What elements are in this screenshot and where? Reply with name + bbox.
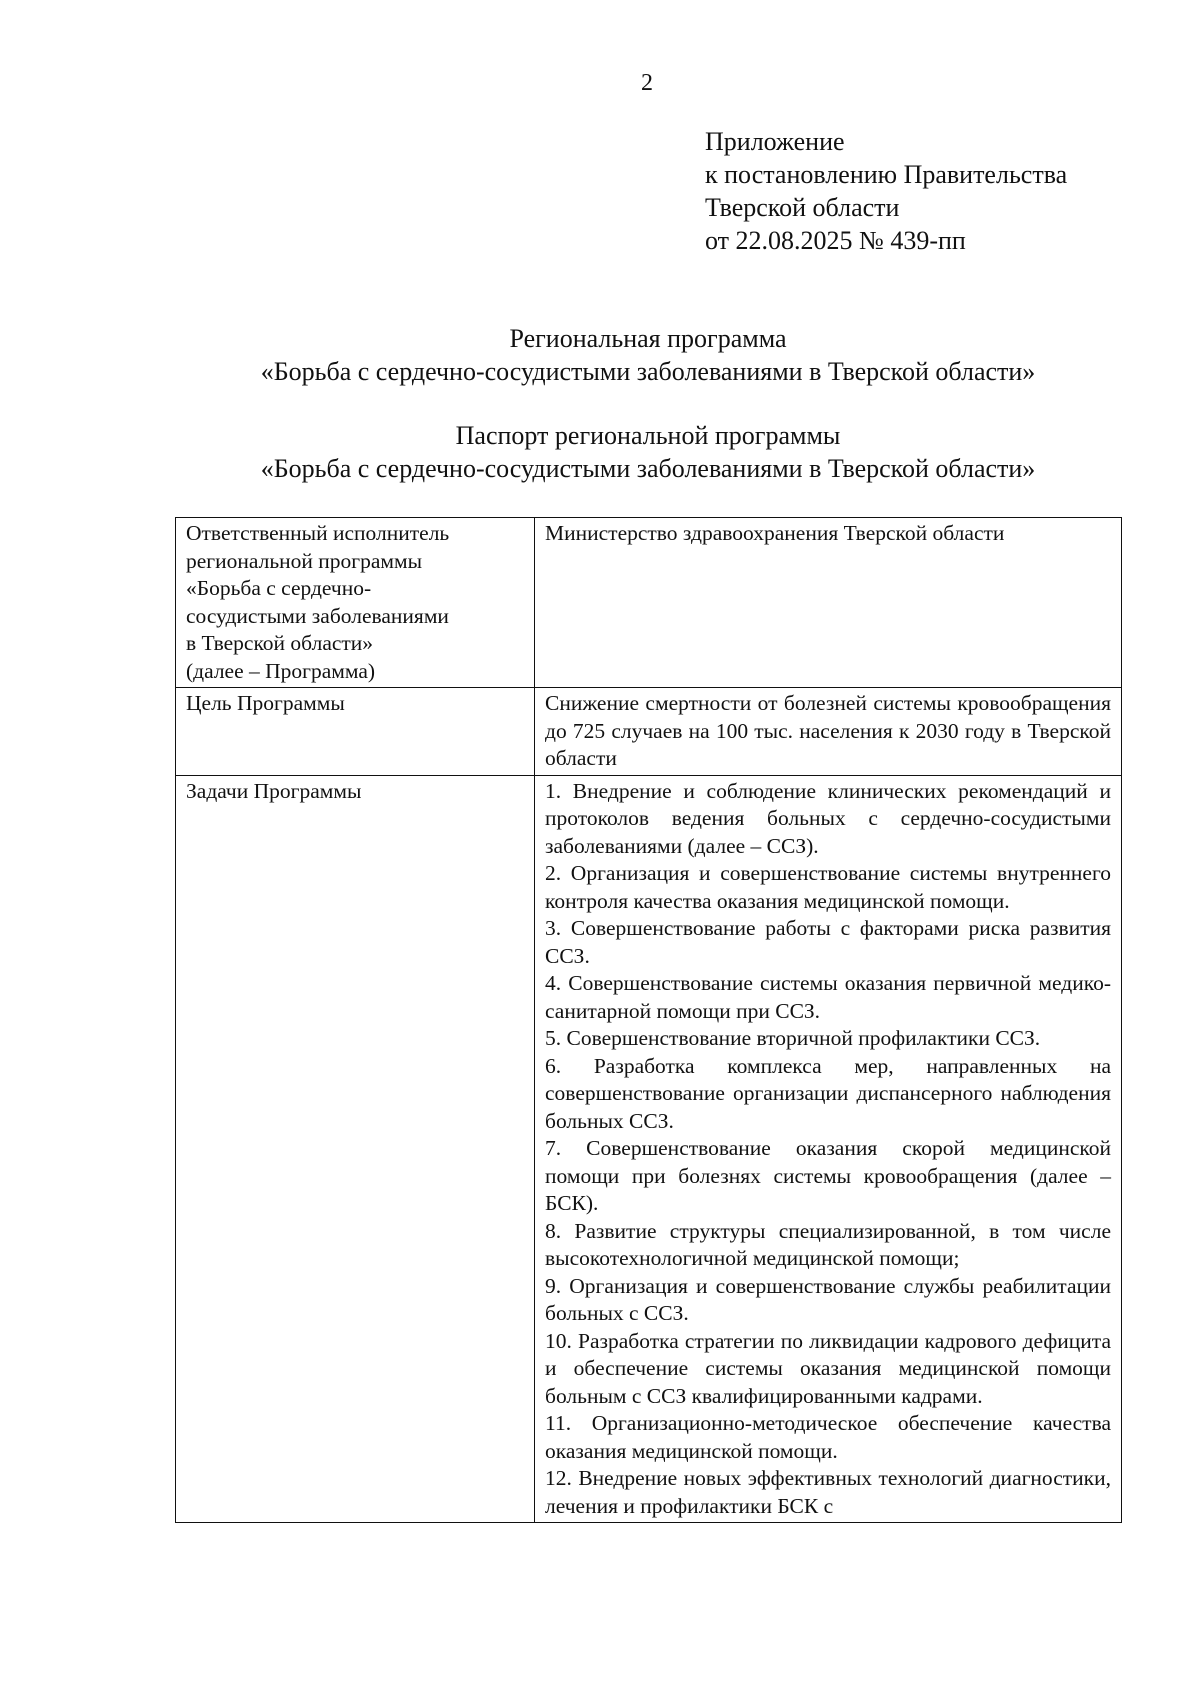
task-item: 7. Совершенствование оказания скорой медицинской помощи при болезнях системы кровообращения (далее – БСК). [545, 1136, 1111, 1215]
program-title-line-1: Региональная программа [509, 324, 787, 353]
passport-title [170, 419, 1126, 485]
task-item: 12. Внедрение новых эффективных технологий диагностики, лечения и профилактики БСК с [545, 1466, 1111, 1518]
tasks-list [545, 778, 1111, 1521]
passport-table [175, 517, 1122, 1523]
table-cell-value [535, 518, 1122, 688]
task-item: 4. Совершенствование системы оказания первичной медико-санитарной помощи при ССЗ. [545, 971, 1111, 1023]
table-cell-label [176, 518, 535, 688]
table-cell-value [535, 775, 1122, 1523]
executor-value: Министерство здравоохранения Тверской области [545, 521, 1005, 545]
task-item: 6. Разработка комплекса мер, направленных на совершенствование организации диспансерного наблюдения больных ССЗ. [545, 1053, 1111, 1133]
appendix-header [705, 125, 1067, 257]
program-title-line-2: «Борьба с сердечно-сосудистыми заболеваниями в Тверской области» [260, 357, 1036, 386]
task-item: 5. Совершенствование вторичной профилактики ССЗ. [545, 1026, 1041, 1050]
table-cell-label [176, 688, 535, 776]
task-item: 11. Организационно-методическое обеспечение качества оказания медицинской помощи. [545, 1411, 1111, 1463]
program-title [170, 322, 1126, 388]
table-row-tasks [176, 775, 1122, 1523]
appendix-line-4: от 22.08.2025 № 439-пп [705, 226, 966, 255]
task-item: 9. Организация и совершенствование службы реабилитации больных с ССЗ. [545, 1273, 1111, 1325]
executor-label: Ответственный исполнитель региональной программы «Борьба с сердечно- сосудистыми заболеваниями в Тверской области» (далее – Программа) [186, 521, 450, 683]
table-cell-label [176, 775, 535, 1523]
task-item: 8. Развитие структуры специализированной, в том числе высокотехнологичной медицинской помощи; [545, 1218, 1111, 1270]
appendix-line-1: Приложение [705, 127, 845, 156]
table-row-executor [176, 518, 1122, 688]
passport-title-line-2: «Борьба с сердечно-сосудистыми заболеваниями в Тверской области» [260, 454, 1036, 483]
task-item: 1. Внедрение и соблюдение клинических рекомендаций и протоколов ведения больных с сердечно-сосудистыми заболеваниями (далее – ССЗ). [545, 778, 1111, 858]
page-number: 2 [641, 70, 653, 96]
appendix-line-2: к постановлению Правительства [705, 160, 1068, 189]
goal-value: Снижение смертности от болезней системы кровообращения до 725 случаев на 100 тыс. населения к 2030 году в Тверской области [545, 691, 1111, 770]
task-item: 2. Организация и совершенствование системы внутреннего контроля качества оказания медицинской помощи. [545, 861, 1111, 913]
task-item: 10. Разработка стратегии по ликвидации кадрового дефицита и обеспечение системы оказания медицинской помощи больным с ССЗ квалифицированными кадрами. [545, 1328, 1111, 1408]
task-item: 3. Совершенствование работы с факторами риска развития ССЗ. [545, 916, 1111, 968]
table-row-goal [176, 688, 1122, 776]
goal-label: Цель Программы [186, 691, 345, 715]
table-cell-value [535, 688, 1122, 776]
tasks-label: Задачи Программы [186, 778, 362, 803]
passport-title-line-1: Паспорт региональной программы [455, 421, 841, 450]
appendix-line-3: Тверской области [705, 193, 900, 222]
